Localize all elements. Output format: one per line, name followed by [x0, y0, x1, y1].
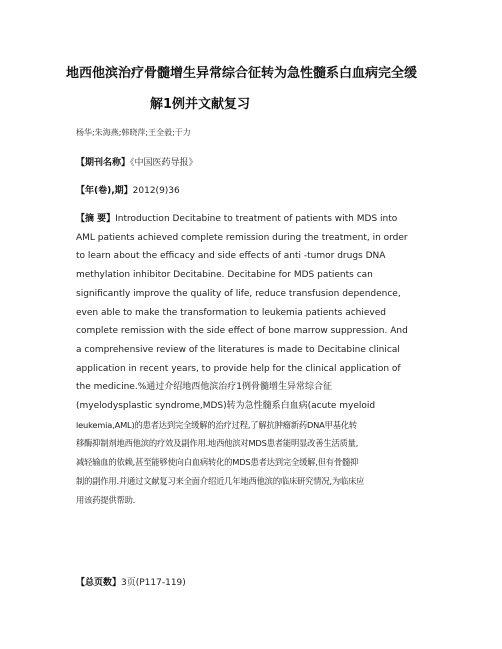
abstract-line: to learn about the efficacy and side effects of anti -tumor drugs DNA: [76, 251, 386, 262]
year-volume-field: [76, 183, 180, 196]
abstract-label: 【摘 要】: [76, 214, 116, 224]
abstract-line: complete remission with the side effect of bone marrow suppression. And: [76, 326, 408, 337]
abstract-line: 移酶抑制剂地西他滨的疗效及副作用.地西他滨对MDS患者能明显改善生活质量,: [76, 438, 359, 449]
abstract-line: 制的副作用.并通过文献复习来全面介绍近几年地西他滨的临床研究情况,为临床应: [76, 475, 365, 486]
abstract-line: 减轻输血的依赖,甚至能够使向白血病转化的MDS患者达到完全缓解,但有骨髓抑: [76, 457, 359, 468]
abstract-line: application in recent years, to provide help for the clinical application of: [76, 363, 401, 374]
page-count-field: [76, 575, 186, 588]
abstract-line: the medicine.%通过介绍地西他滨治疗1例骨髓增生异常综合征: [76, 382, 332, 393]
abstract-line: leukemia,AML)的患者达到完全缓解的治疗过程,了解抗肿瘤新药DNA甲基化转: [76, 419, 358, 430]
year-volume-label: 【年(卷),期】: [76, 186, 133, 196]
authors: 杨华;朱海燕;韩晓萍;王全毅;于力: [76, 128, 191, 137]
abstract-line: 【摘 要】Introduction Decitabine to treatment of patients with MDS into: [76, 214, 398, 224]
journal-field: [76, 155, 198, 168]
abstract-line: even able to make the transformation to leukemia patients achieved: [76, 307, 386, 318]
year-volume-value: 2012(9)36: [132, 186, 180, 196]
abstract-line: 用该药提供帮助.: [76, 494, 136, 505]
abstract: [76, 210, 430, 509]
abstract-line: (myelodysplastic syndrome,MDS)转为急性髓系白血病(acute myeloid: [76, 401, 376, 412]
page-count-value: 3页(P117-119): [121, 578, 186, 588]
document-title-line-2: 解1例并文献复习: [150, 97, 251, 112]
journal-label: 【期刊名称】: [76, 158, 131, 168]
page-count-label: 【总页数】: [76, 578, 122, 588]
document-title-line-1: 地西他滨治疗骨髓增生异常综合征转为急性髓系白血病完全缓: [66, 66, 418, 81]
abstract-line: a comprehensive review of the literatures is made to Decitabine clinical: [76, 344, 400, 355]
journal-value: 《中国医药导报》: [130, 158, 198, 168]
abstract-line: significantly improve the quality of life, reduce transfusion dependence,: [76, 288, 401, 299]
abstract-line: methylation inhibitor Decitabine. Decitabine for MDS patients can: [76, 270, 373, 281]
abstract-line: AML patients achieved complete remission during the treatment, in order: [76, 232, 408, 243]
